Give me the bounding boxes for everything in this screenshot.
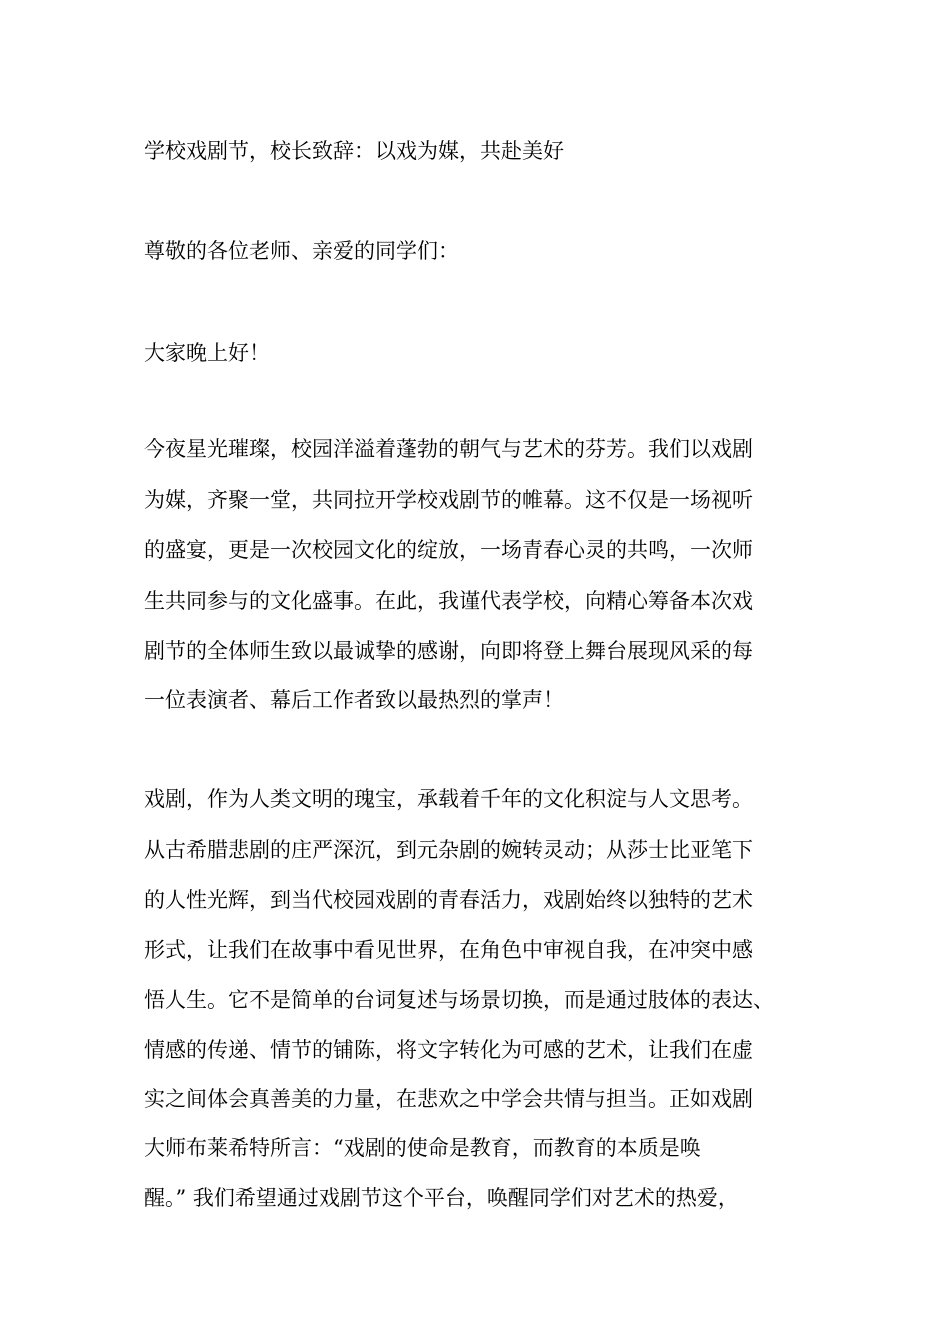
greeting: 大家晚上好！	[144, 341, 270, 365]
paragraph-line: 形式，让我们在故事中看见世界，在角色中审视自我，在冲突中感	[144, 938, 753, 962]
paragraph-line: 大师布莱希特所言：“戏剧的使命是教育，而教育的本质是唤	[144, 1136, 701, 1160]
paragraph-line: 醒。” 我们希望通过戏剧节这个平台，唤醒同学们对艺术的热爱，	[144, 1186, 739, 1210]
paragraph-line: 为媒，齐聚一堂，共同拉开学校戏剧节的帷幕。这不仅是一场视听	[144, 488, 753, 512]
salutation: 尊敬的各位老师、亲爱的同学们：	[144, 239, 459, 263]
paragraph-line: 情感的传递、情节的铺陈，将文字转化为可感的艺术，让我们在虚	[144, 1038, 753, 1062]
paragraph-line: 的人性光辉，到当代校园戏剧的青春活力，戏剧始终以独特的艺术	[144, 888, 753, 912]
paragraph-line: 今夜星光璀璨，校园洋溢着蓬勃的朝气与艺术的芬芳。我们以戏剧	[144, 437, 753, 461]
paragraph-line: 从古希腊悲剧的庄严深沉，到元杂剧的婉转灵动；从莎士比亚笔下	[144, 838, 753, 862]
paragraph-line: 剧节的全体师生致以最诚挚的感谢，向即将登上舞台展现风采的每	[144, 639, 753, 663]
paragraph-line: 生共同参与的文化盛事。在此，我谨代表学校，向精心筹备本次戏	[144, 589, 753, 613]
paragraph-line: 戏剧，作为人类文明的瑰宝，承载着千年的文化积淀与人文思考。	[144, 787, 753, 811]
document-title: 学校戏剧节，校长致辞：以戏为媒，共赴美好	[144, 139, 564, 163]
paragraph-line: 的盛宴，更是一次校园文化的绽放，一场青春心灵的共鸣，一次师	[144, 538, 753, 562]
paragraph-line: 一位表演者、幕后工作者致以最热烈的掌声！	[144, 688, 564, 712]
paragraph-line: 悟人生。它不是简单的台词复述与场景切换，而是通过肢体的表达、	[144, 988, 774, 1012]
paragraph-line: 实之间体会真善美的力量，在悲欢之中学会共情与担当。正如戏剧	[144, 1087, 753, 1111]
